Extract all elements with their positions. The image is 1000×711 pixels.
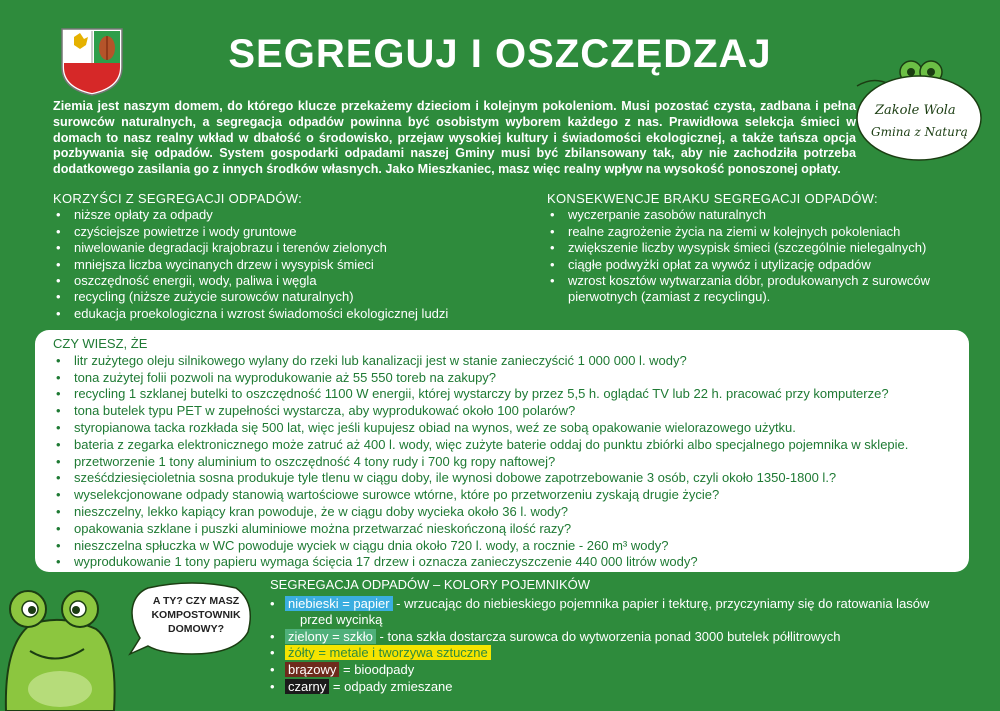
fact-item: • wyselekcjonowane odpady stanowią wartościowe surowce wtórne, które po przetworzeniu zyskają drugie życie? xyxy=(53,487,969,504)
benefits-section xyxy=(53,191,513,322)
fact-item: • styropianowa tacka rozkłada się 500 lat, więc jeśli kupujesz obiad na wynos, weź ze sobą opakowanie wielorazowego użytku. xyxy=(53,420,969,437)
fact-item: • nieszczelny, lekko kapiący kran powoduje, że w ciągu doby wycieka około 36 l. wody? xyxy=(53,504,969,521)
bin-color-label: niebieski = papier xyxy=(285,596,393,611)
benefits-item: • mniejsza liczba wycinanych drzew i wysypisk śmieci xyxy=(53,257,513,273)
consequences-heading: KONSEKWENCJE BRAKU SEGREGACJI ODPADÓW: xyxy=(547,191,878,206)
benefits-item: • edukacja proekologiczna i wzrost świadomości ekologicznej ludzi xyxy=(53,306,513,322)
bin-color-item xyxy=(270,596,970,629)
benefits-item: • czyściejsze powietrze i wody gruntowe xyxy=(53,224,513,240)
bin-color-item xyxy=(270,629,970,646)
bin-color-desc: = bioodpady xyxy=(339,661,415,677)
benefits-item: • niwelowanie degradacji krajobrazu i terenów zielonych xyxy=(53,240,513,256)
bin-colors-heading: SEGREGACJA ODPADÓW – KOLORY POJEMNIKÓW xyxy=(270,577,591,592)
bin-color-item xyxy=(270,679,970,696)
consequences-section xyxy=(547,191,967,306)
bin-color-label: zielony = szkło xyxy=(285,629,376,644)
bubble-line2: KOMPOSTOWNIK xyxy=(151,609,241,621)
benefits-item: • oszczędność energii, wody, paliwa i węgla xyxy=(53,273,513,289)
fact-item: • litr zużytego oleju silnikowego wylany do rzeki lub kanalizacji jest w stanie zanieczyścić 1 000 000 l. wody? xyxy=(53,353,969,370)
consequences-item: • zwiększenie liczby wysypisk śmieci (szczególnie nielegalnych) xyxy=(547,240,967,256)
fact-item: • recycling 1 szklanej butelki to oszczędność 1100 W energii, której wystarczy by przez 5,5 h. oglądać TV lub 22 h. pracować przy komputerze? xyxy=(53,386,969,403)
fact-item: • opakowania szklane i puszki aluminiowe można przetwarzać nieskończoną ilość razy? xyxy=(53,521,969,538)
page-title: SEGREGUJ I OSZCZĘDZAJ xyxy=(228,32,772,76)
bin-color-item xyxy=(270,662,970,679)
fact-item: • bateria z zegarka elektronicznego może zatruć aż 400 l. wody, więc zużyte baterie oddaj do punktu zbiórki albo specjalnego pojemnika w sklepie. xyxy=(53,437,969,454)
bin-color-desc: = odpady zmieszane xyxy=(329,678,453,694)
fact-item: • nieszczelna spłuczka w WC powoduje wyciek w ciągu dnia około 720 l. wody, a rocznie - 260 m³ wody? xyxy=(53,538,969,555)
fact-item: • przetworzenie 1 tony aluminium to oszczędność 4 tony rudy i 700 kg ropy naftowej? xyxy=(53,454,969,471)
frog-sign-illustration xyxy=(853,56,983,164)
bin-color-desc: - wrzucając do niebieskiego pojemnika papier i tekturę, przyczyniamy się do ratowania lasów xyxy=(392,595,930,611)
facts-heading: CZY WIESZ, ŻE xyxy=(53,336,148,351)
benefits-heading: KORZYŚCI Z SEGREGACJI ODPADÓW: xyxy=(53,191,303,206)
fact-item: • tona butelek typu PET w zupełności wystarcza, aby wyprodukować około 100 polarów? xyxy=(53,403,969,420)
bin-color-item xyxy=(270,645,970,662)
bubble-line1: A TY? CZY MASZ xyxy=(152,595,240,607)
bin-color-label: żółty = metale i tworzywa sztuczne xyxy=(285,645,491,660)
fact-item: • sześćdziesięcioletnia sosna produkuje tyle tlenu w ciągu doby, ile wynosi dobowe zapotrzebowanie 3 osób, czyli około 1350-1800 l.? xyxy=(53,470,969,487)
sign-line1: Zakole Wola xyxy=(875,103,956,118)
frog-mascot-illustration xyxy=(0,585,120,711)
consequences-item: • realne zagrożenie życia na ziemi w kolejnych pokoleniach xyxy=(547,224,967,240)
benefits-item: • recycling (niższe zużycie surowców naturalnych) xyxy=(53,289,513,305)
intro-paragraph: Ziemia jest naszym domem, do którego klucze przekażemy dzieciom i kolejnym pokoleniom. Musi pozostać czysta, zadbana i pełna surowców naturalnych, a segregacja odpadów powinna być osobistym wyborem każdego z nas. Prawidłowa selekcja śmieci w domach to nasz realny wkład w dbałość o środowisko, przejaw wysokiej kultury i świadomości ekologicznej, a także tańsza opcja pozbywania się odpadów. System gospodarki odpadami naszej Gminy musi być zbilansowany tak, aby nie zachodziła potrzeba dodatkowego zasilania go z innych środków własnych. Jako Mieszkaniec, masz więc realny wpływ na wysokość ponoszonej opłaty. xyxy=(53,99,856,177)
bubble-text xyxy=(140,594,252,636)
bin-color-desc-cont: przed wycinką xyxy=(300,612,383,628)
consequences-item: • wyczerpanie zasobów naturalnych xyxy=(547,207,967,223)
fact-item: • wyprodukowanie 1 tony papieru wymaga ścięcia 17 drzew i oznacza zanieczyszczenie 440 000 litrów wody? xyxy=(53,554,969,571)
consequences-item: • ciągłe podwyżki opłat za wywóz i utylizację odpadów xyxy=(547,257,967,273)
bin-color-label: brązowy xyxy=(285,662,339,677)
bubble-line3: DOMOWY? xyxy=(168,623,224,635)
sign-line2: Gmina z Naturą xyxy=(871,125,968,139)
bin-color-label: czarny xyxy=(285,679,329,694)
fact-item: • tona zużytej folii pozwoli na wyprodukowanie aż 55 550 toreb na zakupy? xyxy=(53,370,969,387)
facts-box xyxy=(35,330,969,572)
benefits-item: • niższe opłaty za odpady xyxy=(53,207,513,223)
consequences-item: • wzrost kosztów wytwarzania dóbr, produkowanych z surowców pierwotnych (zamiast z recyclingu). xyxy=(547,273,967,306)
bin-colors-section xyxy=(270,577,970,695)
bin-color-desc: - tona szkła dostarcza surowca do wytworzenia ponad 3000 butelek półlitrowych xyxy=(375,628,841,644)
